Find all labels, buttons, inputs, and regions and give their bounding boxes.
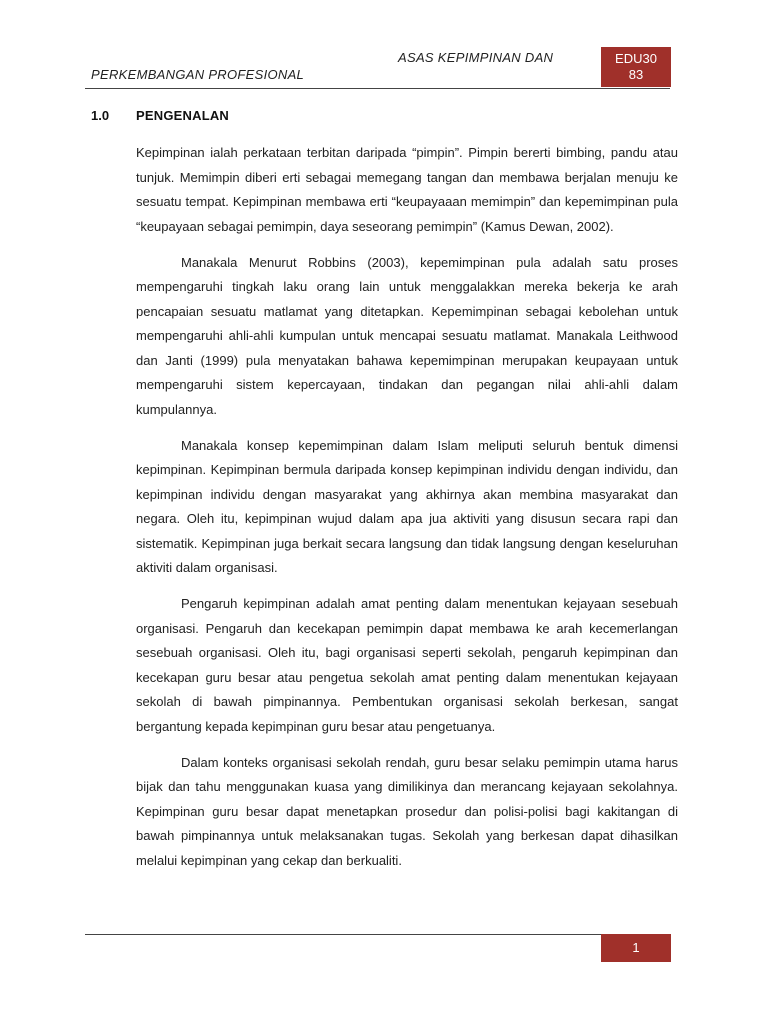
paragraph-3: Manakala konsep kepemimpinan dalam Islam meliputi seluruh bentuk dimensi kepimpinan. Kepimpinan bermula daripada konsep kepimpinan individu dengan individu, dan kepimpinan individu dengan masyarakat yang akhirnya akan membina masyarakat dan negara. Oleh itu, kepimpinan wujud dalam apa jua aktiviti yang disusun secara rapi dan sistematik. Kepimpinan juga berkait secara langsung dan tidak langsung dengan keseluruhan aktiviti dalam organisasi. (136, 437, 678, 575)
section-title: PENGENALAN (136, 108, 230, 123)
paragraph-2: Manakala Menurut Robbins (2003), kepemimpinan pula adalah satu proses mempengaruhi tingkah laku orang lain untuk menggalakkan mereka bekerja ke arah pencapaian sesuatu matlamat yang ditetapkan. Kepemimpinan sebagai kebolehan untuk mempengaruhi ahli-ahli kumpulan untuk mencapai sesuatu matlamat. Manakala Leithwood dan Janti (1999) pula menyatakan bahawa kepemimpinan merupakan keupayaan untuk mempengaruhi sistem kepercayaan, tindakan dan pegangan nilai ahli-ahli dalam kumpulannya. (136, 254, 678, 417)
paragraph-1: Kepimpinan ialah perkataan terbitan daripada “pimpin”. Pimpin bererti bimbing, pandu atau tunjuk. Memimpin diberi erti sebagai memegang tangan dan membawa berjalan menuju ke sesuatu tempat. Kepimpinan membawa erti “keupayaaan memimpin” dan kepemimpinan pula “keupayaan sebagai pemimpin, daya seseorang pemimpin” (Kamus Dewan, 2002). (136, 145, 678, 234)
footer-divider (85, 934, 670, 935)
section-number: 1.0 (91, 108, 110, 123)
course-code-line2: 83 (628, 67, 644, 82)
page-number-badge: 1 (601, 934, 671, 962)
paragraph-4: Pengaruh kepimpinan adalah amat penting dalam menentukan kejayaan sesebuah organisasi. Pengaruh dan kecekapan pemimpin dapat membawa ke arah kecemerlangan sesebuah organisasi. Oleh itu, bagi organisasi seperti sekolah, pengaruh kepimpinan dan kecekapan guru besar atau pengetua sekolah amat penting dalam menentukan kejayaan sekolah di bawah pimpinannya. Pembentukan organisasi sekolah berkesan, sangat bergantung kepada kepimpinan guru besar atau pengetuanya. (136, 596, 678, 734)
document-body (136, 141, 678, 885)
paragraph-5: Dalam konteks organisasi sekolah rendah, guru besar selaku pemimpin utama harus bijak dan tahu menggunakan kuasa yang dimilikinya dan merancang kejayaan sekolahnya. Kepimpinan guru besar dapat menetapkan prosedur dan polisi-polisi bagi kakitangan di bawah pimpinannya untuk melaksanakan tugas. Sekolah yang berkesan dapat dihasilkan melalui kepimpinan yang cekap dan berkualiti. (136, 754, 678, 868)
course-code-line1: EDU30 (615, 51, 657, 66)
header-divider (85, 88, 670, 89)
course-code-badge (601, 47, 671, 87)
header-title-line1: ASAS KEPIMPINAN DAN (398, 50, 554, 65)
header-title-line2: PERKEMBANGAN PROFESIONAL (91, 67, 305, 82)
